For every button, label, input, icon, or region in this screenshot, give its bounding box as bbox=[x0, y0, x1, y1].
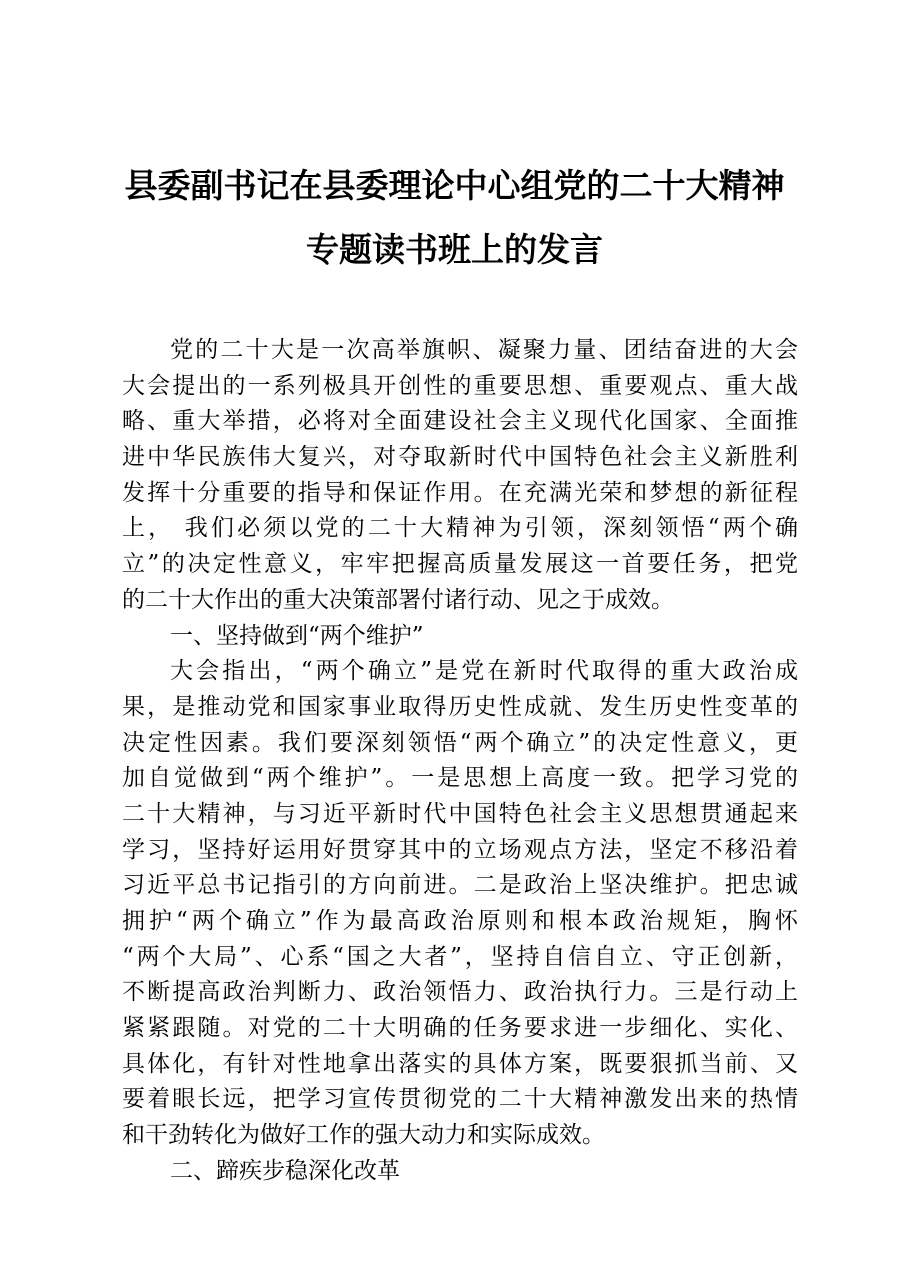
body-text-line: 进中华民族伟大复兴，对夺取新时代中国特色社会主义新胜利 bbox=[122, 444, 798, 471]
document-title-line-2: 专题读书班上的发言 bbox=[306, 230, 603, 269]
body-text-line: 不断提高政治判断力、政治领悟力、政治执行力。三是行动上 bbox=[122, 979, 798, 1006]
body-text-line: 拥护“两个确立”作为最高政治原则和根本政治规矩，胸怀 bbox=[122, 908, 798, 934]
body-text-line: 加自觉做到“两个维护”。一是思想上高度一致。把学习党的 bbox=[122, 765, 798, 792]
body-text-line: 上， 我们必须以党的二十大精神为引领，深刻领悟“两个确 bbox=[122, 515, 798, 542]
body-text-line: 决定性因素。我们要深刻领悟“两个确立”的决定性意义，更 bbox=[122, 729, 798, 756]
document-body bbox=[122, 333, 798, 1190]
body-text-line: 要着眼长远，把学习宣传贯彻党的二十大精神激发出来的热情 bbox=[122, 1086, 798, 1113]
body-text-line: 一、坚持做到“两个维护” bbox=[170, 622, 424, 649]
body-text-line: 二十大精神，与习近平新时代中国特色社会主义思想贯通起来 bbox=[122, 800, 798, 827]
document-title-line-1: 县委副书记在县委理论中心组党的二十大精神 bbox=[124, 166, 785, 205]
body-text-line: 立”的决定性意义，牢牢把握高质量发展这一首要任务，把党 bbox=[122, 551, 798, 578]
body-text-line: 大会指出，“两个确立”是党在新时代取得的重大政治成 bbox=[170, 658, 798, 685]
body-text-line: “两个大局”、心系“国之大者”，坚持自信自立、守正创新， bbox=[122, 943, 798, 970]
body-text-line: 略、重大举措，必将对全面建设社会主义现代化国家、全面推 bbox=[122, 408, 798, 435]
body-text-line: 发挥十分重要的指导和保证作用。在充满光荣和梦想的新征程 bbox=[122, 479, 798, 506]
body-text-line: 紧紧跟随。对党的二十大明确的任务要求进一步细化、实化、 bbox=[122, 1015, 798, 1042]
body-text-line: 大会提出的一系列极具开创性的重要思想、重要观点、重大战 bbox=[122, 372, 798, 399]
body-text-line: 二、蹄疾步稳深化改革 bbox=[170, 1157, 400, 1184]
body-text-line: 学习，坚持好运用好贯穿其中的立场观点方法，坚定不移沿着 bbox=[122, 836, 798, 863]
body-text-line: 习近平总书记指引的方向前进。二是政治上坚决维护。把忠诚 bbox=[122, 872, 798, 899]
body-text-line: 的二十大作出的重大决策部署付诸行动、见之于成效。 bbox=[122, 586, 674, 613]
body-text-line: 果，是推动党和国家事业取得历史性成就、发生历史性变革的 bbox=[122, 693, 798, 720]
body-text-line: 具体化，有针对性地拿出落实的具体方案，既要狠抓当前、又 bbox=[122, 1050, 798, 1077]
body-text-line: 和干劲转化为做好工作的强大动力和实际成效。 bbox=[122, 1122, 605, 1149]
body-text-line: 党的二十大是一次高举旗帜、凝聚力量、团结奋进的大会 bbox=[170, 337, 798, 363]
